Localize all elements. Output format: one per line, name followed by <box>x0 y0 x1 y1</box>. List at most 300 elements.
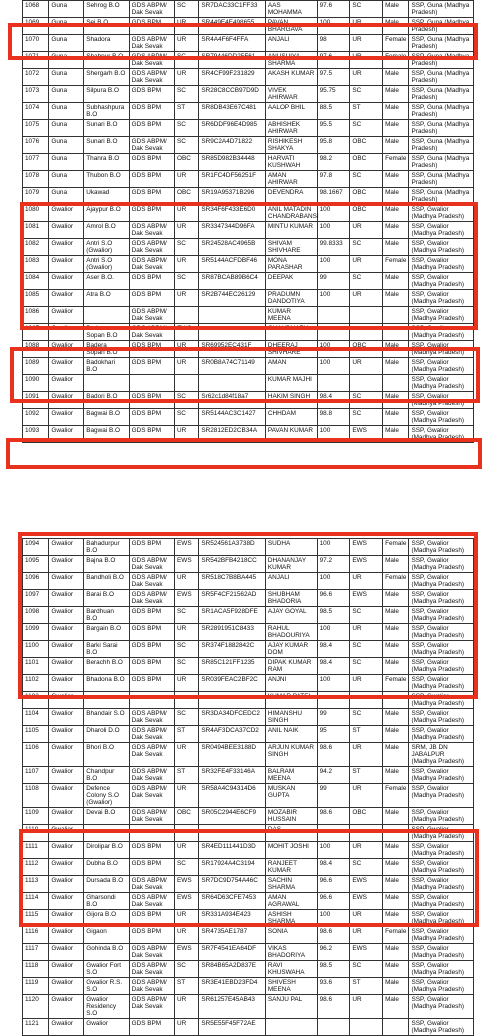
table-cell: SR34F6F433E6D0 <box>199 205 266 222</box>
table-row <box>23 692 474 709</box>
table-cell: 95 <box>317 726 350 743</box>
table-row <box>23 573 474 590</box>
table-cell: Bardhuan B.O <box>84 607 129 624</box>
table-cell: KUMAR MAJHI <box>265 375 317 392</box>
table-cell: SR58A4C94314D6 <box>199 784 266 808</box>
table-cell <box>350 375 383 392</box>
table-cell: 1080 <box>23 205 49 222</box>
table-cell <box>129 825 174 842</box>
table-cell: UR <box>350 743 383 767</box>
table-cell: 97.2 <box>317 556 350 573</box>
table-cell: GDS BPM <box>129 910 174 927</box>
table-cell: 100 <box>317 290 350 307</box>
table-cell: 1098 <box>23 607 49 624</box>
table-cell: 1078 <box>23 171 49 188</box>
table-cell: 1116 <box>23 927 49 944</box>
table-cell: UR <box>350 222 383 239</box>
table-cell: SSP, Guna (Madhya Pradesh) <box>409 1 474 18</box>
table-cell: MOHIT JOSHI <box>265 842 317 859</box>
table-cell: SC <box>175 709 199 726</box>
table-cell: PAVAN KUMAR <box>265 426 317 443</box>
table-row <box>23 103 474 120</box>
table-cell: SSP, Gwalior (Madhya Pradesh) <box>409 825 474 842</box>
table-cell <box>383 375 409 392</box>
table-cell: GDS BPM <box>129 205 174 222</box>
table-cell <box>265 1019 317 1036</box>
table-row <box>23 392 474 409</box>
table-cell: Gwalior <box>49 675 84 692</box>
table-cell: SC <box>175 409 199 426</box>
table-cell: Gwalior <box>49 341 84 358</box>
table-cell: 1073 <box>23 86 49 103</box>
table-cell: Male <box>383 607 409 624</box>
table-cell: SSP, Gwalior (Madhya Pradesh) <box>409 842 474 859</box>
table-cell: Gijora B.O <box>84 910 129 927</box>
table-cell: EWS <box>350 539 383 556</box>
table-cell: Dursada B.O <box>84 876 129 893</box>
table-cell: 100 <box>317 341 350 358</box>
table-cell: SR79446DD25F61 <box>199 52 266 69</box>
table-cell: AJAY GOYAL <box>265 607 317 624</box>
table-cell: UR <box>175 927 199 944</box>
table-cell: Guna <box>49 69 84 86</box>
table-cell: SSP, Gwalior (Madhya Pradesh) <box>409 927 474 944</box>
table-cell: GDS BPM <box>129 927 174 944</box>
table-cell: Gharsondi B.O <box>84 893 129 910</box>
table-cell: GDS BPM <box>129 86 174 103</box>
table-cell: Ukawad <box>84 188 129 205</box>
table-row <box>23 910 474 927</box>
table-cell: Gwalior <box>49 808 84 825</box>
table-cell: Guna <box>49 52 84 69</box>
table-cell: 99 <box>317 709 350 726</box>
table-cell: Thubon B.O <box>84 171 129 188</box>
table-cell: SR64D63CFE7453 <box>199 893 266 910</box>
table-cell: 1110 <box>23 825 49 842</box>
table-cell: SR5F4CF21562AD <box>199 590 266 607</box>
table-row <box>23 120 474 137</box>
table-cell: GDS ABPM/ Dak Sevak <box>129 995 174 1019</box>
table-cell: 1089 <box>23 358 49 375</box>
table-cell: RAVI KHUSWAHA <box>265 961 317 978</box>
table-cell: SR449E4E498655 <box>199 18 266 35</box>
table-cell: 1115 <box>23 910 49 927</box>
table-cell: GDS ABPM/ Dak Sevak <box>129 307 174 324</box>
table-row <box>23 995 474 1019</box>
table-cell: UR <box>175 426 199 443</box>
table-cell: GDS ABPM/ Dak Sevak <box>129 709 174 726</box>
table-row <box>23 137 474 154</box>
table-cell: SR331A934E423 <box>199 910 266 927</box>
table-cell: RISHIKESH SHAKYA <box>265 137 317 154</box>
table-cell: 1097 <box>23 590 49 607</box>
table-cell: 98.6 <box>317 743 350 767</box>
table-cell: DHEERAJ SHIVHARE <box>265 341 317 358</box>
results-table-body <box>23 1 474 443</box>
table-cell: OBC <box>350 808 383 825</box>
table-cell: SSP, Gwalior (Madhya Pradesh) <box>409 961 474 978</box>
table-cell: EWS <box>175 590 199 607</box>
table-cell: GDS BPM <box>129 18 174 35</box>
table-cell: SR05C2944E6CF9 <box>199 808 266 825</box>
table-row <box>23 222 474 239</box>
table-cell: Gwalior <box>49 641 84 658</box>
table-cell: ST <box>175 978 199 995</box>
table-cell: UR <box>350 256 383 273</box>
table-cell: SSP, Gwalior (Madhya Pradesh) <box>409 256 474 273</box>
table-cell: SR7DAC33C1FF33 <box>199 1 266 18</box>
table-cell: 93.6 <box>317 978 350 995</box>
table-cell: Gwalior R.S. S.O <box>84 978 129 995</box>
table-cell: SSP, Gwalior (Madhya Pradesh) <box>409 222 474 239</box>
table-cell: Bhandair S.O <box>84 709 129 726</box>
table-cell: 96.2 <box>317 944 350 961</box>
table-cell: EWS <box>175 893 199 910</box>
table-cell: SSP, Gwalior (Madhya Pradesh) <box>409 556 474 573</box>
table-cell: Bargain B.O <box>84 624 129 641</box>
table-cell: 97.8 <box>317 171 350 188</box>
table-cell: 100 <box>317 910 350 927</box>
table-cell: 100 <box>317 358 350 375</box>
table-cell: Chandpur B.O <box>84 767 129 784</box>
table-cell: Devai B.O <box>84 808 129 825</box>
table-cell: Barai B.O <box>84 590 129 607</box>
table-cell: Aser B.O. <box>84 273 129 290</box>
table-row <box>23 859 474 876</box>
table-cell: UR <box>350 358 383 375</box>
table-cell: UR <box>175 256 199 273</box>
table-cell: Male <box>383 743 409 767</box>
table-row <box>23 1019 474 1036</box>
table-row <box>23 358 474 375</box>
table-row <box>23 290 474 307</box>
table-cell: 100 <box>317 256 350 273</box>
table-cell: Male <box>383 944 409 961</box>
table-cell: SC <box>175 239 199 256</box>
table-cell: ST <box>175 726 199 743</box>
table-cell: ST <box>350 726 383 743</box>
table-cell: SR8DB43E67C481 <box>199 103 266 120</box>
table-cell: SSP, Gwalior (Madhya Pradesh) <box>409 624 474 641</box>
table-cell: 1082 <box>23 239 49 256</box>
table-cell: Gwalior <box>49 842 84 859</box>
table-cell: SSP, Guna (Madhya Pradesh) <box>409 35 474 52</box>
table-cell: Male <box>383 641 409 658</box>
table-cell <box>350 825 383 842</box>
table-cell: SC <box>175 273 199 290</box>
table-cell: Guna <box>49 1 84 18</box>
page-gap <box>0 470 485 530</box>
table-cell: SR4AF3DCA37CD2 <box>199 726 266 743</box>
table-cell: SR19A95371B296 <box>199 188 266 205</box>
table-cell: SSP, Gwalior (Madhya Pradesh) <box>409 692 474 709</box>
table-cell: GDS ABPM/ Dak Sevak <box>129 978 174 995</box>
table-cell: SR3347344D96FA <box>199 222 266 239</box>
table-cell: ST <box>175 103 199 120</box>
table-cell: SC <box>350 709 383 726</box>
table-cell <box>84 307 129 324</box>
table-cell <box>383 825 409 842</box>
table-cell: ST <box>350 103 383 120</box>
table-cell: MINTU KUMAR <box>265 222 317 239</box>
table-cell: GDS BPM <box>129 641 174 658</box>
table-cell: Male <box>383 995 409 1019</box>
table-cell: Shergarh B.O <box>84 69 129 86</box>
table-cell: Male <box>383 978 409 995</box>
table-cell: GDS BPM <box>129 120 174 137</box>
table-cell: 99.8333 <box>317 239 350 256</box>
table-cell: Gwalior <box>49 624 84 641</box>
table-cell: 98.4 <box>317 859 350 876</box>
table-cell: Male <box>383 239 409 256</box>
table-cell: Gwalior <box>49 222 84 239</box>
table-cell: 98.4 <box>317 658 350 675</box>
table-cell: GDS ABPM/ Dak Sevak <box>129 324 174 341</box>
table-cell: Male <box>383 290 409 307</box>
table-cell: SR4ED111441D3D <box>199 842 266 859</box>
table-cell: UR <box>175 358 199 375</box>
table-cell: UR <box>175 624 199 641</box>
table-cell: SR69952EC431F <box>199 341 266 358</box>
table-cell: 1102 <box>23 675 49 692</box>
table-cell: Gwalior <box>49 944 84 961</box>
table-cell: 1096 <box>23 573 49 590</box>
table-cell: OBC <box>175 808 199 825</box>
table-cell: Gwalior <box>49 1019 84 1036</box>
table-cell: SACHIN SHARMA <box>265 876 317 893</box>
table-cell: 1095 <box>23 556 49 573</box>
table-cell: 1119 <box>23 978 49 995</box>
table-cell: Gwalior <box>49 607 84 624</box>
table-cell: 97.6 <box>317 52 350 69</box>
table-cell <box>383 324 409 341</box>
table-cell: Guna <box>49 35 84 52</box>
table-cell: Female <box>383 52 409 69</box>
table-cell: GDS ABPM/ Dak Sevak <box>129 876 174 893</box>
table-cell: UR <box>350 842 383 859</box>
table-cell: UR <box>350 573 383 590</box>
table-cell <box>317 825 350 842</box>
table-cell: EWS <box>175 556 199 573</box>
table-row <box>23 35 474 52</box>
table-cell: 100 <box>317 675 350 692</box>
table-cell: SUDHA <box>265 539 317 556</box>
table-row <box>23 978 474 995</box>
table-cell: ANUSUIYA SHARMA <box>265 52 317 69</box>
table-cell: 97.5 <box>317 69 350 86</box>
table-cell: SHIVESH MEENA <box>265 978 317 995</box>
table-cell: SSP, Guna (Madhya Pradesh) <box>409 52 474 69</box>
table-cell: GDS ABPM/ Dak Sevak <box>129 239 174 256</box>
results-table-page-1 <box>22 0 474 443</box>
table-cell: SC <box>350 171 383 188</box>
table-cell: 1093 <box>23 426 49 443</box>
table-cell: AAS MOHAMMA <box>265 1 317 18</box>
table-cell: Gwalior <box>49 290 84 307</box>
table-cell: SR28C8CCB97D9D <box>199 86 266 103</box>
table-cell: Guna <box>49 188 84 205</box>
table-row <box>23 961 474 978</box>
table-cell: GDS BPM <box>129 624 174 641</box>
table-cell: SSP, Gwalior (Madhya Pradesh) <box>409 1019 474 1036</box>
table-cell: KUMAR PATEL <box>265 692 317 709</box>
table-cell: MUSKAN GUPTA <box>265 784 317 808</box>
table-cell: 1084 <box>23 273 49 290</box>
table-row <box>23 876 474 893</box>
table-cell: Antri S.O (Gwalior) <box>84 256 129 273</box>
table-row <box>23 324 474 341</box>
table-cell: 96.6 <box>317 590 350 607</box>
table-cell: Gwalior <box>84 1019 129 1036</box>
table-cell: SSP, Guna (Madhya Pradesh) <box>409 171 474 188</box>
table-row <box>23 539 474 556</box>
table-cell: Male <box>383 69 409 86</box>
table-cell: 1081 <box>23 222 49 239</box>
table-cell: 98.1667 <box>317 188 350 205</box>
table-cell: SC <box>350 120 383 137</box>
table-cell: SR7DC9D754A46C <box>199 876 266 893</box>
table-row <box>23 188 474 205</box>
table-cell: Female <box>383 256 409 273</box>
table-cell: 98 <box>317 35 350 52</box>
table-cell <box>317 324 350 341</box>
table-cell: GDS BPM <box>129 341 174 358</box>
table-cell: SR039FEAC2BF2C <box>199 675 266 692</box>
table-cell: SR374F1882842C <box>199 641 266 658</box>
table-row <box>23 256 474 273</box>
table-cell: OBC <box>350 137 383 154</box>
table-cell: Bandholi B.O <box>84 573 129 590</box>
table-cell: SC <box>175 137 199 154</box>
table-cell: GDS BPM <box>129 842 174 859</box>
table-row <box>23 893 474 910</box>
table-cell: SSP, Gwalior (Madhya Pradesh) <box>409 978 474 995</box>
table-cell: 1072 <box>23 69 49 86</box>
table-cell: 98.6 <box>317 995 350 1019</box>
table-cell: Gwalior <box>49 927 84 944</box>
table-cell <box>199 375 266 392</box>
table-cell: Atra B.O <box>84 290 129 307</box>
table-row <box>23 607 474 624</box>
table-cell: Guna <box>49 103 84 120</box>
table-cell <box>175 825 199 842</box>
table-row <box>23 944 474 961</box>
table-cell: Male <box>383 859 409 876</box>
table-cell: EWS <box>175 324 199 341</box>
results-table-page-2 <box>22 538 474 1036</box>
table-cell: Male <box>383 876 409 893</box>
table-cell <box>317 375 350 392</box>
table-cell: Male <box>383 137 409 154</box>
table-cell: Shadora <box>84 35 129 52</box>
table-cell: ABHISHEK AHIRWAR <box>265 120 317 137</box>
table-cell <box>199 307 266 324</box>
table-cell: UR <box>350 69 383 86</box>
table-cell: SC <box>175 658 199 675</box>
table-cell: 1118 <box>23 961 49 978</box>
table-row <box>23 18 474 35</box>
table-cell: GDS BPM <box>129 426 174 443</box>
table-cell: 98.8 <box>317 409 350 426</box>
table-cell: SR9C2A4D71822 <box>199 137 266 154</box>
table-cell: EWS <box>175 944 199 961</box>
table-cell: Gigaon <box>84 927 129 944</box>
table-row <box>23 69 474 86</box>
table-cell: SSP, Gwalior (Madhya Pradesh) <box>409 590 474 607</box>
table-cell: Male <box>383 392 409 409</box>
table-cell: SSP, Gwalior (Madhya Pradesh) <box>409 273 474 290</box>
table-cell: UR <box>350 910 383 927</box>
table-cell: Male <box>383 624 409 641</box>
table-cell: 95.75 <box>317 86 350 103</box>
table-cell: GDS ABPM/ Dak Sevak <box>129 726 174 743</box>
table-cell: 1086 <box>23 307 49 324</box>
table-cell: SR542BFB4218CC <box>199 556 266 573</box>
table-cell: 1079 <box>23 188 49 205</box>
table-row <box>23 808 474 825</box>
table-cell: 98.6 <box>317 927 350 944</box>
table-cell: 100 <box>317 222 350 239</box>
table-cell: 1109 <box>23 808 49 825</box>
table-cell: EWS <box>350 944 383 961</box>
table-cell: SC <box>175 392 199 409</box>
table-cell: UR <box>175 1019 199 1036</box>
table-cell: GDS ABPM/ Dak Sevak <box>129 137 174 154</box>
table-cell: 1099 <box>23 624 49 641</box>
table-cell: GDS ABPM/ Dak Sevak <box>129 573 174 590</box>
table-cell: Gwalior <box>49 409 84 426</box>
table-cell: SSP, Gwalior (Madhya Pradesh) <box>409 607 474 624</box>
table-cell: 1074 <box>23 103 49 120</box>
table-cell: SSP, Gwalior (Madhya Pradesh) <box>409 944 474 961</box>
table-cell: GDS ABPM/ Dak Sevak <box>129 222 174 239</box>
table-cell: Male <box>383 426 409 443</box>
table-cell: UR <box>350 675 383 692</box>
table-cell: SSP, Gwalior (Madhya Pradesh) <box>409 641 474 658</box>
table-cell: UR <box>175 910 199 927</box>
table-cell: Male <box>383 767 409 784</box>
table-cell: BALRAM MEENA <box>265 767 317 784</box>
table-cell: SSP, Gwalior (Madhya Pradesh) <box>409 426 474 443</box>
table-cell: SR5E55F45F72AE <box>199 1019 266 1036</box>
table-cell: Female <box>383 927 409 944</box>
table-cell: Bagwai B.O <box>84 409 129 426</box>
table-cell: OBC <box>175 154 199 171</box>
table-cell: Sunari B.O <box>84 120 129 137</box>
table-cell <box>129 692 174 709</box>
table-cell: Male <box>383 222 409 239</box>
table-cell: Subhashpura B.O <box>84 103 129 120</box>
table-cell: ANJALI <box>265 573 317 590</box>
table-cell: Gwalior <box>49 709 84 726</box>
table-cell: 1117 <box>23 944 49 961</box>
table-cell: PRADUMN DANDOTIYA <box>265 290 317 307</box>
table-cell: SC <box>350 273 383 290</box>
table-cell <box>84 375 129 392</box>
table-cell: Male <box>383 358 409 375</box>
table-cell: SSP, Guna (Madhya Pradesh) <box>409 86 474 103</box>
table-cell: SSP, Gwalior (Madhya Pradesh) <box>409 239 474 256</box>
table-cell: Guna <box>49 171 84 188</box>
table-cell: 100 <box>317 205 350 222</box>
table-row <box>23 658 474 675</box>
table-cell: 99 <box>317 784 350 808</box>
table-cell: Male <box>383 726 409 743</box>
table-cell: GDS ABPM/ Dak Sevak <box>129 256 174 273</box>
table-cell <box>350 324 383 341</box>
table-cell: 95.8 <box>317 137 350 154</box>
table-cell: Male <box>383 171 409 188</box>
